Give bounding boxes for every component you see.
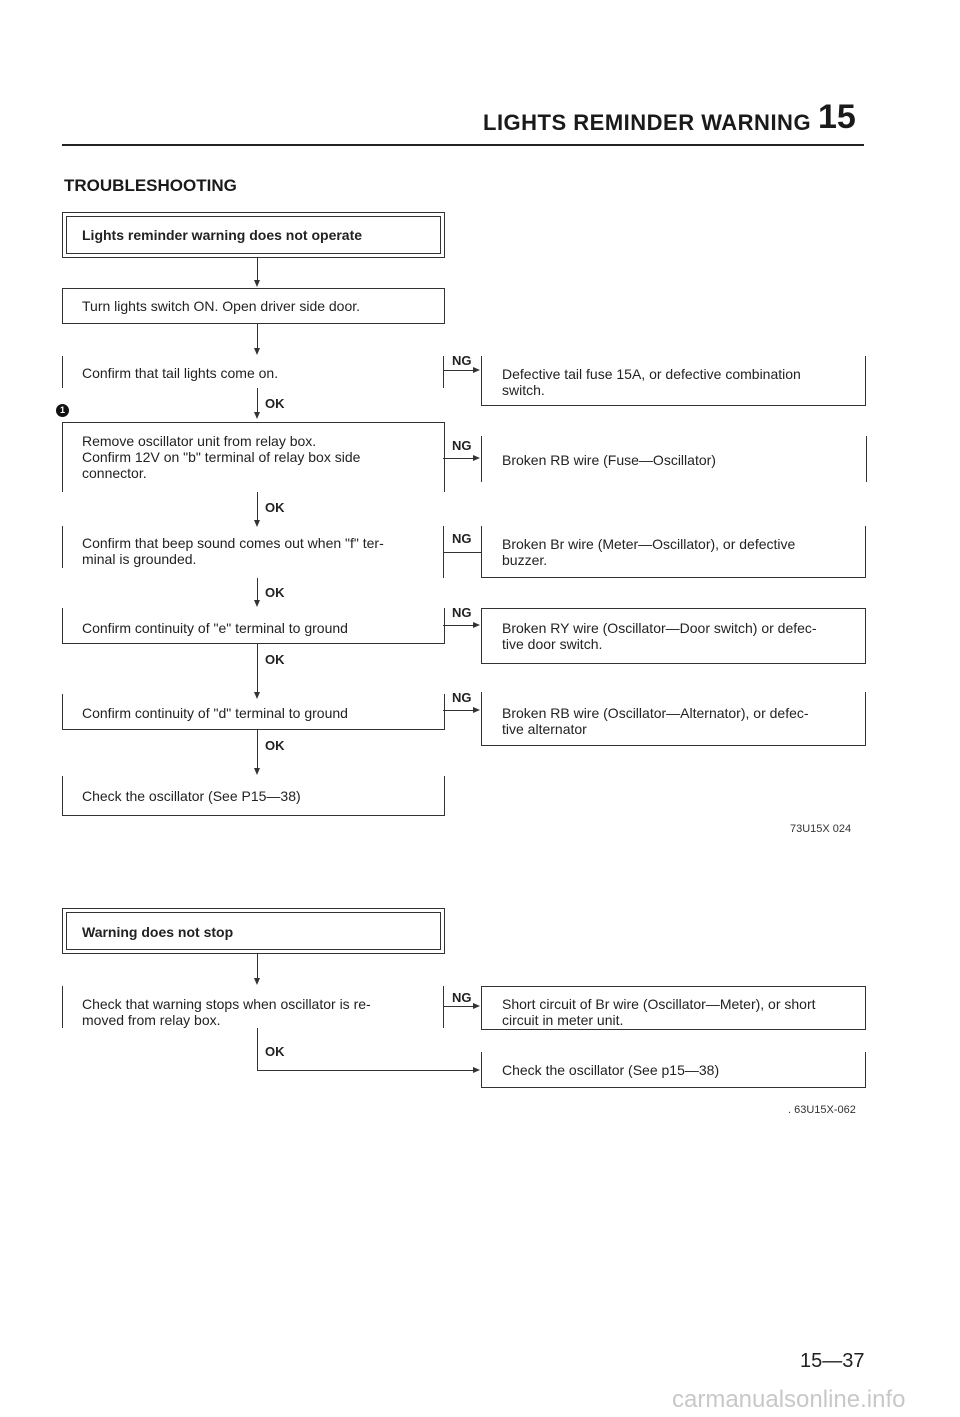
flow1-ng5-line1: Broken RB wire (Oscillator—Alternator), or defec-	[502, 705, 809, 721]
flow1-step3-line2: Confirm 12V on "b" terminal of relay box side	[82, 449, 361, 465]
flow1-step1: Turn lights switch ON. Open driver side door.	[82, 298, 361, 314]
flow1-step3-line1: Remove oscillator unit from relay box.	[82, 433, 317, 449]
ok-label-4: OK	[265, 652, 285, 667]
flow2-figure-ref: . 63U15X-062	[788, 1104, 856, 1116]
flow1-ng1-line1: Defective tail fuse 15A, or defective combination	[502, 366, 801, 382]
flow1-title: Lights reminder warning does not operate	[82, 227, 363, 243]
section-number: 15	[818, 98, 856, 136]
ng-label-3: NG	[452, 531, 472, 546]
flow2-step1-line1: Check that warning stops when oscillator is re-	[82, 996, 371, 1012]
ok-label-2: OK	[265, 500, 285, 515]
ok-label-6: OK	[265, 1044, 285, 1059]
ng-label-6: NG	[452, 990, 472, 1005]
marker-number: 1	[59, 405, 65, 415]
watermark: carmanualsonline.info	[672, 1386, 906, 1413]
section-title: TROUBLESHOOTING	[64, 176, 237, 195]
flow1-step3-line3: connector.	[82, 465, 147, 481]
flow1-ng2: Broken RB wire (Fuse—Oscillator)	[502, 452, 716, 468]
flow2-ng1-line1: Short circuit of Br wire (Oscillator—Meter), or short	[502, 996, 816, 1012]
flow1-step7: Check the oscillator (See P15—38)	[82, 788, 301, 804]
ok-label-3: OK	[265, 585, 285, 600]
page-header-title: LIGHTS REMINDER WARNING	[483, 110, 812, 135]
flow1-ng3-line2: buzzer.	[502, 552, 548, 568]
flow1-ng3-line1: Broken Br wire (Meter—Oscillator), or defective	[502, 536, 796, 552]
header-rule	[62, 144, 864, 146]
ng-label-5: NG	[452, 690, 472, 705]
flow1-step4-line1: Confirm that beep sound comes out when "f" ter-	[82, 535, 384, 551]
flow1-ng4-line2: tive door switch.	[502, 636, 603, 652]
ng-label-1: NG	[452, 353, 472, 368]
flow2-ng1-line2: circuit in meter unit.	[502, 1012, 624, 1028]
flow2-step1-line2: moved from relay box.	[82, 1012, 221, 1028]
flow2-ok1: Check the oscillator (See p15—38)	[502, 1062, 720, 1078]
ng-label-4: NG	[452, 605, 472, 620]
marker-circle-1	[56, 404, 69, 417]
flow1-ng1-line2: switch.	[502, 382, 545, 398]
flow1-step6: Confirm continuity of "d" terminal to ground	[82, 705, 348, 721]
flow1-ng4-line1: Broken RY wire (Oscillator—Door switch) or defec-	[502, 620, 817, 636]
flow1-step2: Confirm that tail lights come on.	[82, 365, 279, 381]
flow2-title: Warning does not stop	[82, 924, 234, 940]
flow1-step4-line2: minal is grounded.	[82, 551, 197, 567]
flow1-figure-ref: 73U15X 024	[790, 823, 852, 835]
ok-label-5: OK	[265, 738, 285, 753]
flow1-ng5-line2: tive alternator	[502, 721, 587, 737]
flow1-step5: Confirm continuity of "e" terminal to ground	[82, 620, 348, 636]
ng-label-2: NG	[452, 438, 472, 453]
page-number: 15—37	[800, 1350, 865, 1372]
ok-label-1: OK	[265, 396, 285, 411]
